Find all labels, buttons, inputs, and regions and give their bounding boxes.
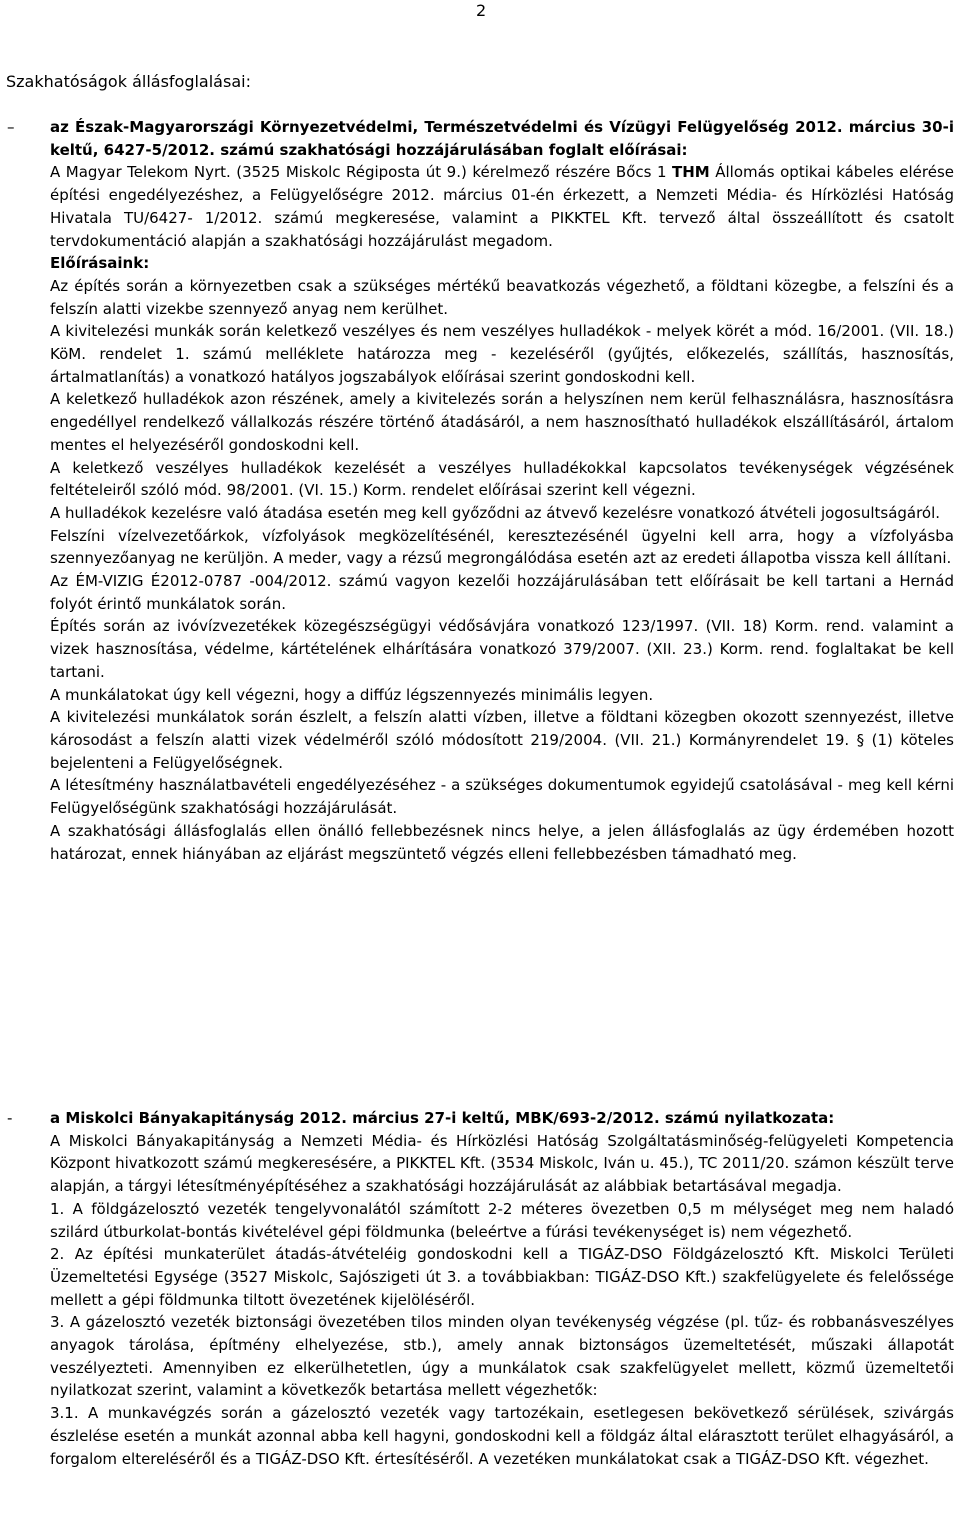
paragraph: A keletkező veszélyes hulladékok kezelését a veszélyes hulladékokkal kapcsolatos tevékenységek végzésének feltételeiről szóló mód. 98/2001. (VI. 15.) Korm. rendelet előírásai szerint kell végezni. — [50, 458, 954, 500]
paragraph: A létesítmény használatbavételi engedélyezéséhez - a szükséges dokumentumok egyidejű csatolásával - meg kell kérni Felügyelőségünk szakhatósági hozzájárulását. — [50, 776, 954, 818]
subheading-requirements: Előírásaink: — [50, 254, 150, 273]
paragraph: A Miskolci Bányakapitányság a Nemzeti Média- és Hírközlési Hatóság Szolgáltatásminőség-felügyeleti Kompetencia Központ hivatkozott számú megkeresésére, a PIKKTEL Kft. (3534 Miskolc, Iván u. 45.), TC 2011/20. számon készült terve alapján, a tárgyi létesítményépítéséhez a szakhatósági hozzájárulását az alábbiak betartásával megadja. — [50, 1131, 954, 1196]
paragraph: A hulladékok kezelésre való átadása esetén meg kell győződni az átvevő kezelésre vonatkozó átvételi jogosultságáról. — [50, 503, 941, 522]
page-heading: Szakhatóságok állásfoglalásai: — [6, 72, 251, 91]
paragraph: A szakhatósági állásfoglalás ellen önálló fellebbezésnek nincs helye, a jelen állásfoglalás az ügy érdemében hozott határozat, ennek hiányában az eljárást megszüntető végzés elleni fellebbezésben támadható meg. — [50, 821, 954, 863]
section-intro — [50, 116, 954, 252]
bullet: – — [7, 118, 15, 136]
paragraph: 3.1. A munkavégzés során a gázelosztó vezeték vagy tartozékain, esetlegesen bekövetkező sérülések, szivárgás észlelése esetén a munkát azonnal abba kell hagyni, gondoskodni kell a földgáz által elárasztott terület elhagyásáról, a forgalom eltereléséről és a TIGÁZ-DSO Kft. értesítéséről. A vezetéken munkálatokat csak a TIGÁZ-DSO Kft. végezhet. — [50, 1404, 954, 1468]
section-mining-authority — [7, 1107, 954, 1470]
section-title: az Észak-Magyarországi Környezetvédelmi, Természetvédelmi és Vízügyi Felügyelőség 2012. március 30-i keltű, 6427-5/2012. számú szakhatósági hozzájárulásában foglalt előírásai: — [50, 118, 954, 159]
paragraph: A keletkező hulladékok azon részének, amely a kivitelezés során a helyszínen nem kerül felhasználásra, hasznosításra engedéllyel rendelkező vállalkozás részére történő átadásáról, a nem hasznosítható hulladékok elszállításáról, ártalom mentes el helyezéséről gondoskodni kell. — [50, 390, 954, 454]
paragraph: 3. A gázelosztó vezeték biztonsági övezetében tilos minden olyan tevékenység végzése (pl. tűz- és robbanásveszélyes anyagok tárolása, építmény elhelyezése, stb.), amely annak biztonságos üzemeltetését, műszaki állapotát veszélyezteti. Amennyiben ez elkerülhetetlen, úgy a munkálatok csak szakfelügyelet mellett, közmű üzemeltetői nyilatkozat szerint, valamint a következők betartása mellett végezhetők: — [50, 1313, 954, 1400]
paragraph: 2. Az építési munkaterület átadás-átvételéig gondoskodni kell a TIGÁZ-DSO Földgázelosztó Kft. Miskolci Területi Üzemeltetési Egysége (3527 Miskolc, Sajószigeti út 3. a továbbiakban: TIGÁZ-DSO Kft.) szakfelügyelete és felelőssége mellett a gépi földmunka tiltott övezetének kijelöléséről. — [50, 1245, 954, 1309]
page-number: 2 — [476, 1, 487, 20]
paragraph: A kivitelezési munkák során keletkező veszélyes és nem veszélyes hulladékok - melyek körét a mód. 16/2001. (VII. 18.) KöM. rendelet 1. számú melléklete határozza meg - kezeléséről (gyűjtés, előkezelés, szállítás, hasznosítás, ártalmatlanítás) a vonatkozó hatályos jogszabályok előírásai szerint gondoskodni kell. — [50, 322, 954, 386]
bullet: - — [7, 1109, 13, 1127]
paragraph: A munkálatokat úgy kell végezni, hogy a diffúz légszennyezés minimális legyen. — [50, 685, 654, 704]
paragraph: Építés során az ivóvízvezetékek közegészségügyi védősávjára vonatkozó 123/1997. (VII. 18) Korm. rend. valamint a vizek hasznosítása, védelme, kártételének elhárítására vonatkozó 379/2007. (XII. 23.) Korm. rend. foglaltakat be kell tartani. — [50, 617, 954, 681]
paragraph: 1. A földgázelosztó vezeték tengelyvonalától számított 2-2 méteres övezetben 0,5 m mélységet meg nem haladó szilárd útburkolat-bontás kivételével gépi földmunka (beleértve a fúrási tevékenységet is) nem végezhető. — [50, 1199, 954, 1241]
paragraph: Az ÉM-VIZIG É2012-0787 -004/2012. számú vagyon kezelői hozzájárulásában tett előírásait be kell tartani a Hernád folyót érintő munkálatok során. — [50, 572, 954, 613]
intro-thm: THM — [672, 163, 710, 182]
paragraph: Felszíni vízelvezetőárkok, vízfolyások megközelítésénél, keresztezésénél ügyelni kell arra, hogy a vízfolyásba szennyezőanyag ne kerüljön. A meder, vagy a rézsű megrongálódása esetén azt az eredeti állapotba vissza kell állítani. — [50, 526, 954, 568]
intro-text-a: A Magyar Telekom Nyrt. (3525 Miskolc Régiposta út 9.) kérelmező részére Bőcs 1 — [50, 163, 672, 182]
section-title: a Miskolci Bányakapitányság 2012. március 27-i keltű, MBK/693-2/2012. számú nyilatkozata: — [50, 1109, 835, 1127]
intro-text-b: Állomás optikai kábeles elérése építési engedélyezéshez, a Felügyelőségre 2012. március 01-én érkezett, a Nemzeti Média- és Hírközlési Hatóság Hivatala TU/6427- 1/2012. számú megkeresése, valamint a PIKKTEL Kft. tervező által összeállított és csatolt tervdokumentáció alapján a szakhatósági hozzájárulást megadom. — [50, 163, 954, 250]
section-environmental-inspectorate — [7, 116, 954, 865]
paragraph: Az építés során a környezetben csak a szükséges mértékű beavatkozás végezhető, a földtani közegbe, a felszíni és a felszín alatti vizekbe szennyező anyag nem kerülhet. — [50, 276, 954, 318]
paragraph: A kivitelezési munkálatok során észlelt, a felszín alatti vízben, illetve a földtani közegben okozott szennyezést, illetve károsodást a felszín alatti vizek védelméről szóló módosított 219/2004. (VII. 21.) Kormányrendelet 19. § (1) köteles bejelenteni a Felügyelőségnek. — [50, 708, 954, 772]
